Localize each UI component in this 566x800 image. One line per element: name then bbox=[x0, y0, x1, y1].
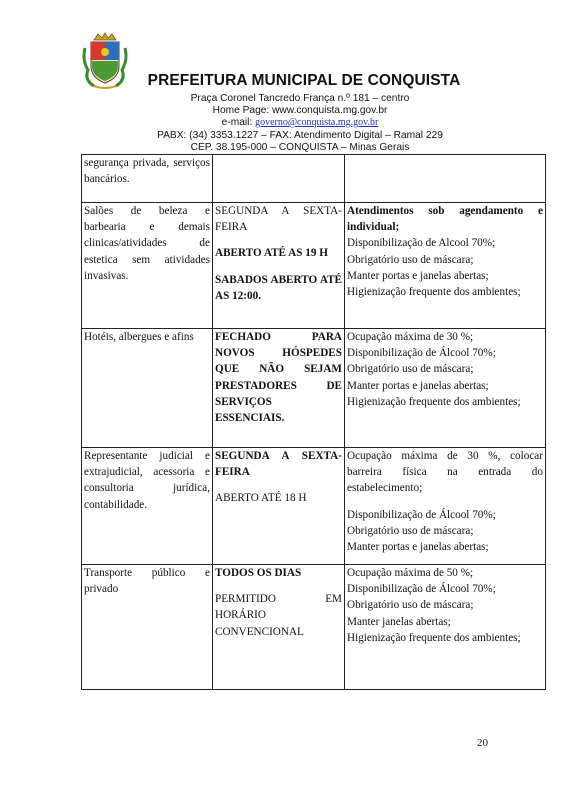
rule-line: Manter portas e janelas abertas; bbox=[347, 379, 489, 392]
activity-cell: Transporte público e privado bbox=[82, 565, 213, 690]
rule-line: Ocupação máxima de 30 %; bbox=[347, 331, 474, 343]
rules-cell bbox=[345, 203, 546, 329]
schedule-cell: FECHADO PARA NOVOS HÓSPEDES QUE NÃO SEJAM PRESTADORES DE SERVIÇOS ESSENCIAIS. bbox=[213, 329, 345, 448]
table-row bbox=[82, 329, 546, 448]
schedule-cell bbox=[213, 448, 345, 565]
rule-line: Higienização frequente dos ambientes; bbox=[347, 286, 521, 299]
rule-line: Disponibilização de Álcool 70%; bbox=[347, 583, 496, 596]
email-link[interactable]: governo@conquista.mg.gov.br bbox=[255, 117, 379, 128]
rule-line: Manter janelas abertas; bbox=[347, 615, 451, 628]
rule-line: Manter portas e janelas abertas; bbox=[347, 269, 489, 282]
schedule-line: SEGUNDA A SEXTA-FEIRA bbox=[215, 205, 342, 234]
schedule-line: ABERTO ATÉ AS 19 H bbox=[215, 247, 328, 260]
table-row bbox=[82, 565, 546, 690]
letterhead-email: e-mail: governo@conquista.mg.gov.br bbox=[221, 117, 379, 128]
rules-cell bbox=[345, 155, 546, 203]
rules-cell bbox=[345, 329, 546, 448]
table-row bbox=[82, 155, 546, 203]
rule-line: Manter portas e janelas abertas; bbox=[347, 541, 489, 554]
table-row bbox=[82, 203, 546, 329]
activities-table bbox=[81, 154, 546, 690]
letterhead-homepage: Home Page: www.conquista.mg.gov.br bbox=[212, 105, 388, 116]
letterhead-title: PREFEITURA MUNICIPAL DE CONQUISTA bbox=[147, 72, 461, 89]
rule-line: Higienização frequente dos ambientes; bbox=[347, 395, 521, 408]
activity-cell: segurança privada, serviços bancários. bbox=[82, 155, 213, 203]
letterhead-phones: PABX: (34) 3353.1227 – FAX: Atendimento Digital – Ramal 229 bbox=[157, 130, 443, 141]
rules-cell bbox=[345, 448, 546, 565]
schedule-line: SABADOS ABERTO ATÉ AS 12:00. bbox=[215, 273, 342, 302]
activity-cell: Hotéis, albergues e afins bbox=[82, 329, 213, 448]
rules-cell bbox=[345, 565, 546, 690]
schedule-line: TODOS OS DIAS bbox=[215, 567, 302, 579]
letterhead-cep: CEP. 38.195-000 – CONQUISTA – Minas Gerais bbox=[190, 142, 410, 153]
schedule-cell bbox=[213, 565, 345, 690]
schedule-cell bbox=[213, 155, 345, 203]
schedule-line: SEGUNDA A SEXTA-FEIRA bbox=[215, 450, 342, 479]
activity-cell: Salões de beleza e barbearia e demais clinicas/atividades de estetica sem atividades invasivas. bbox=[82, 203, 213, 329]
rule-line: Obrigatório uso de máscara; bbox=[347, 363, 474, 376]
rule-line: Atendimentos sob agendamento e individual; bbox=[347, 205, 543, 234]
rule-line: Obrigatório uso de máscara; bbox=[347, 253, 474, 266]
rule-line: Disponibilização de Álcool 70%; bbox=[347, 508, 496, 521]
rule-line: Obrigatório uso de máscara; bbox=[347, 524, 474, 537]
table-row bbox=[82, 448, 546, 565]
letterhead-address: Praça Coronel Tancredo França n.º 181 – centro bbox=[190, 93, 410, 104]
municipal-crest-icon bbox=[80, 30, 130, 90]
page-number: 20 bbox=[477, 737, 488, 749]
rule-line: Ocupação máxima de 30 %, colocar barreira física na entrada do estabelecimento; bbox=[347, 450, 543, 495]
activity-cell: Representante judicial e extrajudicial, acessoria e consultoria jurídica, contabilidade. bbox=[82, 448, 213, 565]
schedule-line: ABERTO ATÉ 18 H bbox=[215, 492, 307, 505]
rule-line: Disponibilização de Alcool 70%; bbox=[347, 237, 496, 250]
rule-line: Ocupação máxima de 50 %; bbox=[347, 567, 474, 579]
rule-line: Higienização frequente dos ambientes; bbox=[347, 631, 521, 644]
schedule-cell bbox=[213, 203, 345, 329]
rule-line: Obrigatório uso de máscara; bbox=[347, 599, 474, 612]
rule-line: Disponibilização de Álcool 70%; bbox=[347, 347, 496, 360]
schedule-line: PERMITIDO EM HORÁRIO CONVENCIONAL bbox=[215, 593, 342, 638]
